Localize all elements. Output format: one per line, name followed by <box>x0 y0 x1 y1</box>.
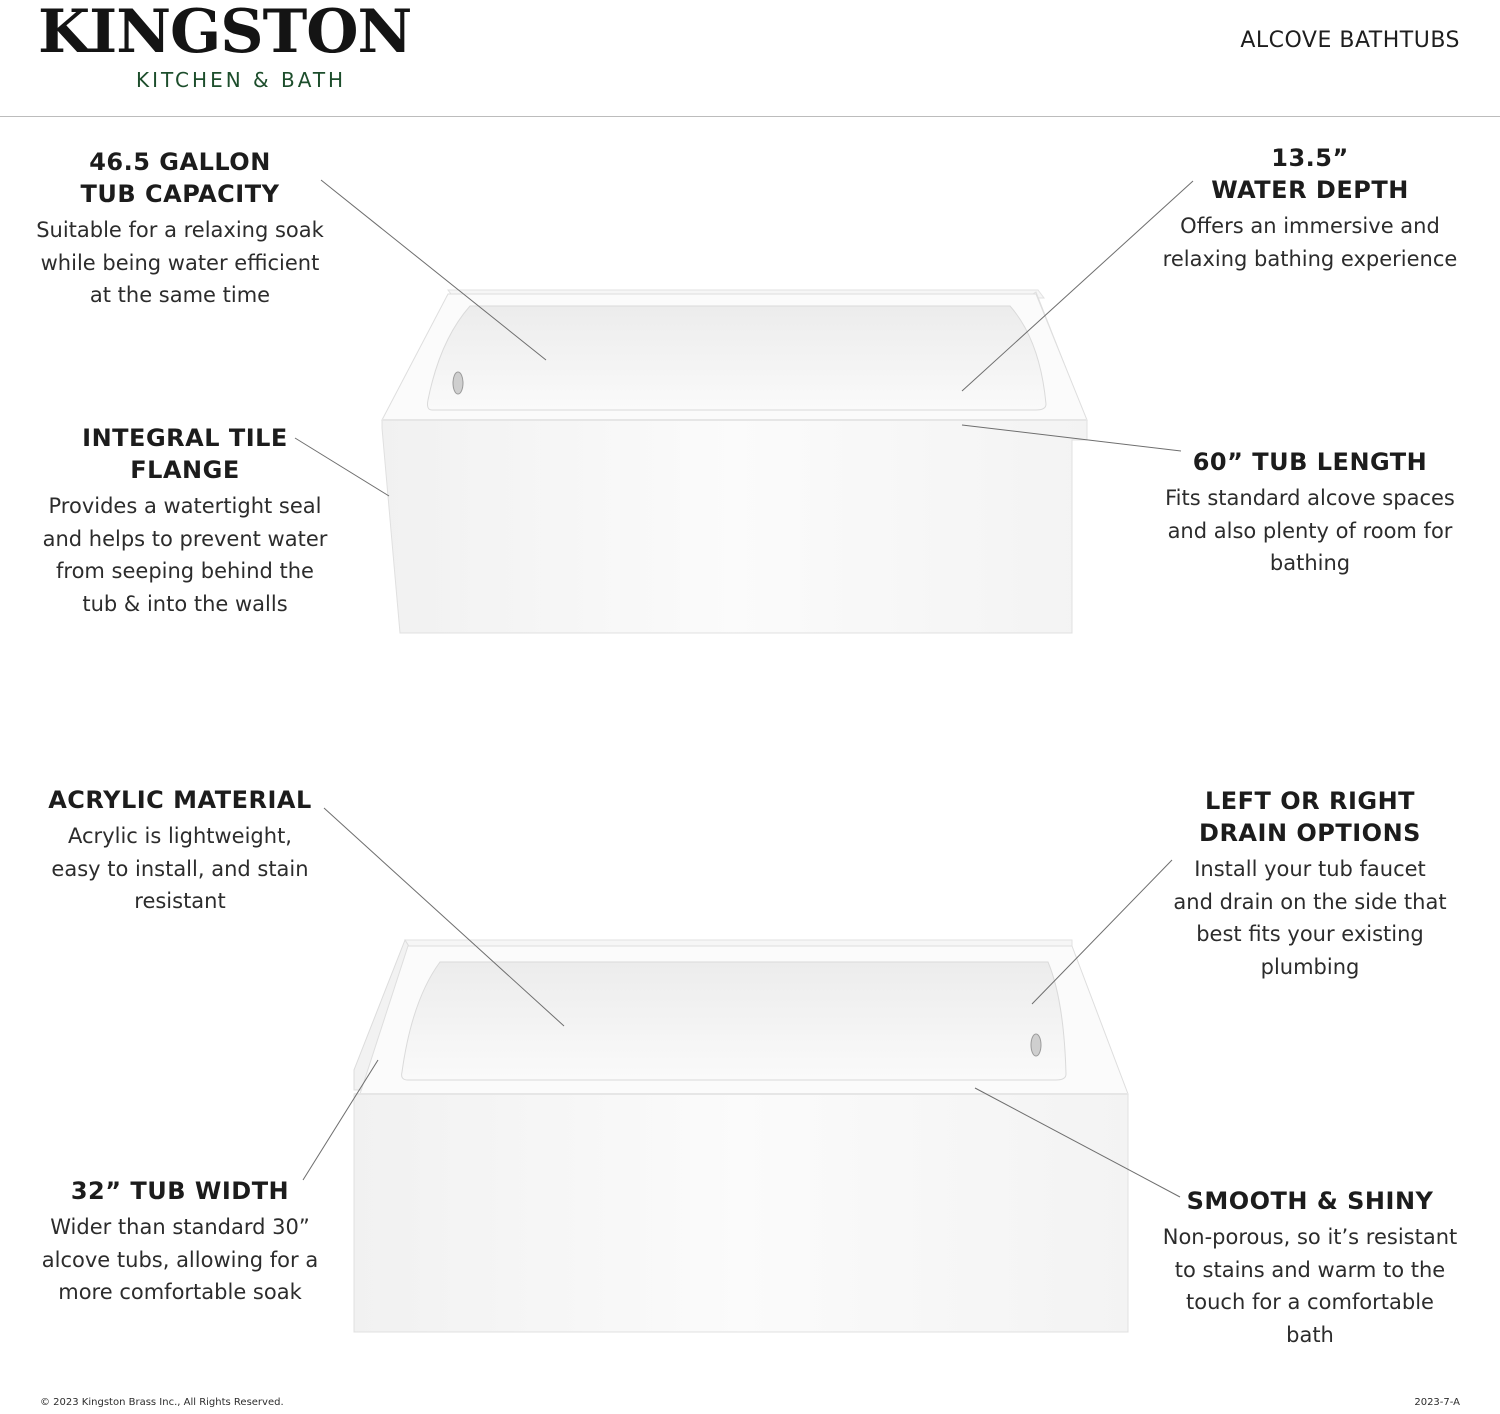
text-line: and drain on the side that <box>1173 889 1447 914</box>
callout-description <box>1150 210 1470 275</box>
text-line: SMOOTH & SHINY <box>1186 1187 1434 1215</box>
callout-acrylic-material <box>20 784 340 918</box>
copyright-notice: © 2023 Kingston Brass Inc., All Rights Reserved. <box>40 1397 284 1408</box>
text-line: Non-porous, so it’s resistant <box>1162 1225 1458 1249</box>
callout-description <box>25 490 345 620</box>
text-line: Offers an immersive and <box>1180 214 1440 238</box>
text-line: Fits standard alcove spaces <box>1165 486 1455 510</box>
callout-description <box>1150 1221 1470 1351</box>
document-code: 2023-7-A <box>1414 1397 1460 1408</box>
text-line: FLANGE <box>130 456 240 484</box>
top-bathtub <box>382 290 1087 633</box>
text-line: relaxing bathing experience <box>1162 246 1458 271</box>
text-line: Wider than standard 30” <box>50 1215 310 1239</box>
callout-smooth-shiny <box>1150 1185 1470 1351</box>
callout-title <box>1150 446 1470 478</box>
callout-description <box>20 214 340 312</box>
text-line: 32” TUB WIDTH <box>70 1177 290 1205</box>
text-line: bathing <box>1269 551 1351 575</box>
callout-title <box>1150 142 1470 206</box>
text-line: Acrylic is lightweight, <box>68 824 292 848</box>
text-line: tub & into the walls <box>82 591 288 616</box>
callout-title <box>25 422 345 486</box>
text-line: 60” TUB LENGTH <box>1192 448 1428 476</box>
text-line: LEFT OR RIGHT <box>1204 787 1416 815</box>
callout-tub-length <box>1150 446 1470 580</box>
callout-water-depth <box>1150 142 1470 275</box>
text-line: easy to install, and stain <box>51 856 309 881</box>
text-line: while being water efficient <box>40 250 320 275</box>
callout-title <box>20 1175 340 1207</box>
category-label: ALCOVE BATHTUBS <box>1240 28 1460 53</box>
bottom-bathtub <box>354 940 1128 1332</box>
text-line: best fits your existing <box>1196 922 1424 946</box>
text-line: plumbing <box>1260 954 1360 979</box>
text-line: Suitable for a relaxing soak <box>36 218 324 242</box>
callout-description <box>1150 482 1470 580</box>
text-line: from seeping behind the <box>56 559 314 583</box>
text-line: resistant <box>134 889 226 913</box>
callout-title <box>20 146 340 210</box>
text-line: TUB CAPACITY <box>80 180 280 208</box>
text-line: and also plenty of room for <box>1167 518 1453 543</box>
callout-title <box>20 784 340 816</box>
text-line: to stains and warm to the <box>1174 1257 1446 1282</box>
text-line: ACRYLIC MATERIAL <box>48 786 312 814</box>
text-line: more comfortable soak <box>58 1280 302 1304</box>
text-line: WATER DEPTH <box>1211 176 1409 204</box>
text-line: bath <box>1286 1322 1334 1347</box>
brand-logo: KINGSTON <box>38 0 412 67</box>
text-line: INTEGRAL TILE <box>82 424 288 452</box>
text-line: and helps to prevent water <box>42 526 328 551</box>
brand-tagline: KITCHEN & BATH <box>136 68 347 92</box>
text-line: alcove tubs, allowing for a <box>41 1247 319 1272</box>
text-line: Install your tub faucet <box>1194 857 1426 881</box>
text-line: 13.5” <box>1271 144 1349 172</box>
text-line: Provides a watertight seal <box>48 494 322 518</box>
callout-drain-options <box>1150 785 1470 983</box>
callout-tile-flange <box>25 422 345 620</box>
text-line: 46.5 GALLON <box>89 148 271 176</box>
callout-description <box>20 1211 340 1309</box>
callout-title <box>1150 1185 1470 1217</box>
callout-tub-width <box>20 1175 340 1309</box>
callout-tub-capacity <box>20 146 340 312</box>
callout-title <box>1150 785 1470 849</box>
callout-description <box>20 820 340 918</box>
callout-description <box>1150 853 1470 983</box>
text-line: at the same time <box>89 283 271 307</box>
text-line: DRAIN OPTIONS <box>1199 819 1421 847</box>
text-line: touch for a comfortable <box>1186 1290 1434 1314</box>
